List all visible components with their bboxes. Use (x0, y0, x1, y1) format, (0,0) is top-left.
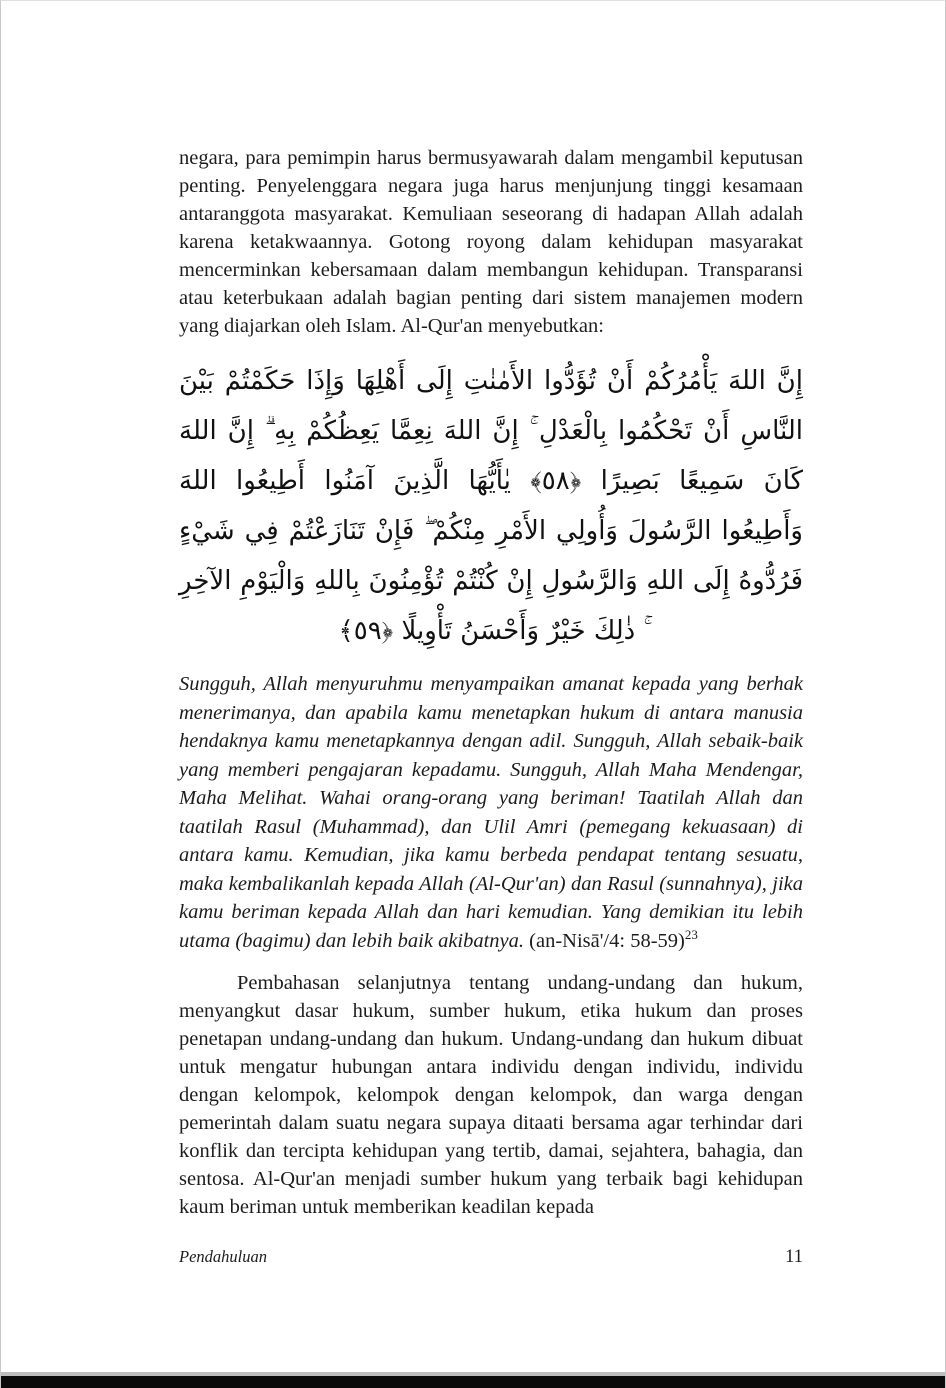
verse-translation-text: Sungguh, Allah menyuruhmu menyampaikan amanat kepada yang berhak menerimanya, dan apabila kamu menetapkan hukum di antara manusia hendaknya kamu menetapkannya dengan adil. Sungguh, Allah sebaik-baik yang memberi pengajaran kepadamu. Sungguh, Allah Maha Mendengar, Maha Melihat. Wahai orang-orang yang beriman! Taatilah Allah dan taatilah Rasul (Muhammad), dan Ulil Amri (pemegang kekuasaan) di antara kamu. Kemudian, jika kamu berbeda pendapat tentang sesuatu, maka kembalikanlah kepada Allah (Al-Qur'an) dan Rasul (sunnahnya), jika kamu beriman kepada Allah dan hari kemudian. Yang demikian itu lebih utama (bagimu) dan lebih baik akibatnya. (179, 673, 803, 952)
footnote-reference: 23 (684, 926, 698, 942)
page-bottom-edge (1, 1376, 945, 1388)
page-number: 11 (785, 1247, 803, 1267)
verse-translation-block (179, 670, 803, 955)
page-content (179, 144, 803, 1221)
body-paragraph-2: Pembahasan selanjutnya tentang undang-undang dan hukum, menyangkut dasar hukum, sumber hukum, etika hukum dan proses penetapan undang-undang dan hukum. Undang-undang dan hukum dibuat untuk mengatur hubungan antara individu dengan individu, individu dengan kelompok, kelompok dengan kelompok, dan warga dengan pemerintah dalam suatu negara supaya ditaati bersama agar terhindar dari konflik dan tercipta kehidupan yang tertib, damai, sejahtera, bahagia, dan sentosa. Al-Qur'an menjadi sumber hukum yang terbaik bagi kehidupan kaum beriman untuk memberikan keadilan kepada (179, 972, 803, 1218)
quran-verse-arabic: إِنَّ اللهَ يَأْمُرُكُمْ أَنْ تُؤَدُّوا الأَمٰنٰتِ إِلَى أَهْلِهَا وَإِذَا حَكَمْتُمْ بَيْنَ النَّاسِ أَنْ تَحْكُمُوا بِالْعَدْلِ ۚ إِنَّ اللهَ نِعِمَّا يَعِظُكُمْ بِهِ ۗ إِنَّ اللهَ كَانَ سَمِيعًا بَصِيرًا ﴿٥٨﴾ يٰأَيُّهَا الَّذِينَ آمَنُوا أَطِيعُوا اللهَ وَأَطِيعُوا الرَّسُولَ وَأُولِي الأَمْرِ مِنْكُمْ ۖ فَإِنْ تَنَازَعْتُمْ فِي شَيْءٍ فَرُدُّوهُ إِلَى اللهِ وَالرَّسُولِ إِنْ كُنْتُمْ تُؤْمِنُونَ بِاللهِ وَالْيَوْمِ الآخِرِ ۚ ذٰلِكَ خَيْرٌ وَأَحْسَنُ تَأْوِيلًا ﴿٥٩﴾ (179, 366, 803, 646)
verse-citation: (an-Nisā'/4: 58-59) (524, 929, 685, 952)
page-footer (179, 1247, 803, 1268)
footer-section-label: Pendahuluan (179, 1247, 267, 1266)
body-paragraph-1: negara, para pemimpin harus bermusyawarah dalam mengambil keputusan penting. Penyelenggara negara juga harus menjunjung tinggi kesamaan antaranggota masyarakat. Kemuliaan seseorang di hadapan Allah adalah karena ketakwaannya. Gotong royong dalam kehidupan masyarakat mencerminkan kebersamaan dalam membangun kehidupan. Transparansi atau keterbukaan adalah bagian penting dari sistem manajemen modern yang diajarkan oleh Islam. Al-Qur'an menyebutkan: (179, 147, 803, 337)
